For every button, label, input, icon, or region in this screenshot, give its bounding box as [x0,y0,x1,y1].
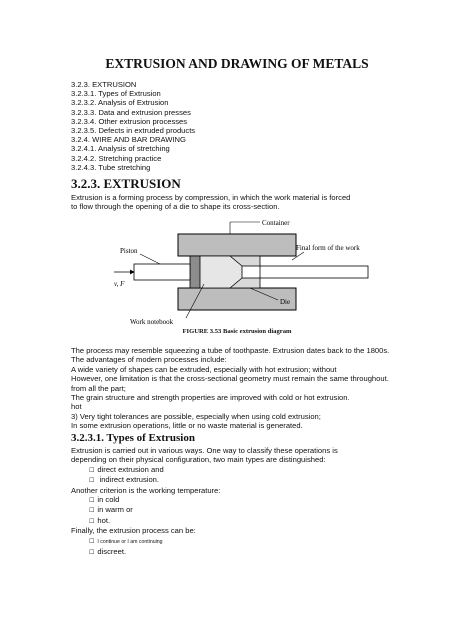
piston-head [190,256,200,288]
label-notebook: Work notebook [130,318,174,326]
checkbox-icon: ☐ [89,537,95,545]
piston-rod [134,264,190,280]
list-item-hot: ☐ hot. [89,515,111,525]
billet [198,256,242,288]
paragraph-line: Another criterion is the working temperature: [71,485,221,495]
list-item-direct: ☐ direct extrusion and [89,464,164,474]
list-item-warm: ☐ in warm or [89,505,133,515]
paragraph-line: Extrusion is a forming process by compression, in which the work material is forced [71,193,351,202]
extruded-product [260,266,368,278]
paragraph-line: However, one limitation is that the cross-sectional geometry must remain the same throughout. [71,374,389,384]
label-die: Die [280,298,291,306]
label-final-form: Final form of the work [296,244,360,252]
paragraph-line: to flow through the opening of a die to shape its cross-section. [71,202,280,212]
toc-item[interactable]: 3.2.3. EXTRUSION [71,80,137,89]
toc-item[interactable]: 3.2.4. WIRE AND BAR DRAWING [71,135,186,145]
list-item-indirect: ☐ indirect extrusion. [89,475,160,485]
paragraph-line: A wide variety of shapes can be extruded, especially with hot extrusion; without [71,364,337,374]
toc-item[interactable]: 3.2.3.2. Analysis of Extrusion [71,98,169,108]
checkbox-icon: ☐ [89,507,95,515]
paragraph-line: depending on their physical configuration, two main types are distinguished: [71,455,326,465]
paragraph-line: from all the part; [71,383,126,393]
section-heading: 3.2.3. EXTRUSION [71,176,181,191]
container-top [178,234,296,256]
paragraph-line: In some extrusion operations, little or no waste material is generated. [71,421,303,431]
checkbox-icon: ☐ [89,549,95,557]
paragraph-line: The process may resemble squeezing a tube of toothpaste. Extrusion dates back to the 1800s. [71,346,390,355]
toc-item[interactable]: 3.2.4.2. Stretching practice [71,153,162,163]
toc-item[interactable]: 3.2.3.1. Types of Extrusion [71,89,161,99]
list-item-cold: ☐ in cold [89,495,120,505]
extrusion-diagram [100,212,370,336]
list-item-continuous: ☐ I continue or I am continuing [89,537,163,545]
figure-caption: FIGURE 3.53 Basic extrusion diagram [182,328,292,335]
body-text [71,346,411,431]
paragraph-line: The advantages of modern processes include: [71,355,227,365]
checkbox-icon: ☐ [89,477,95,485]
label-force: v, F [114,280,125,288]
checkbox-icon: ☐ [89,497,95,505]
section-intro [71,193,411,212]
toc-item[interactable]: 3.2.3.4. Other extrusion processes [71,116,188,126]
toc-item[interactable]: 3.2.3.3. Data and extrusion presses [71,107,191,117]
paragraph-line: hot [71,402,82,412]
checkbox-icon: ☐ [89,517,95,525]
checkbox-icon: ☐ [89,466,95,474]
leader-piston [140,254,160,264]
toc-item[interactable]: 3.2.4.1. Analysis of stretching [71,144,170,154]
table-of-contents [71,80,195,172]
paragraph-line: 3) Very tight tolerances are possible, especially when using cold extrusion; [71,411,321,421]
label-piston: Piston [120,247,138,255]
subsection-heading: 3.2.3.1. Types of Extrusion [71,432,195,444]
label-container: Container [262,219,290,227]
container-bottom [178,288,296,310]
subsection-body [71,446,411,557]
paragraph-line: Extrusion is carried out in various ways. One way to classify these operations is [71,446,338,455]
document-title: EXTRUSION AND DRAWING OF METALS [105,56,369,71]
toc-item[interactable]: 3.2.3.5. Defects in extruded products [71,126,196,136]
paragraph-line: Finally, the extrusion process can be: [71,526,196,536]
list-item-discreet: ☐ discreet. [89,547,127,557]
paragraph-line: The grain structure and strength properties are improved with cold or hot extrusion. [71,393,350,403]
toc-item[interactable]: 3.2.4.3. Tube stretching [71,162,151,172]
